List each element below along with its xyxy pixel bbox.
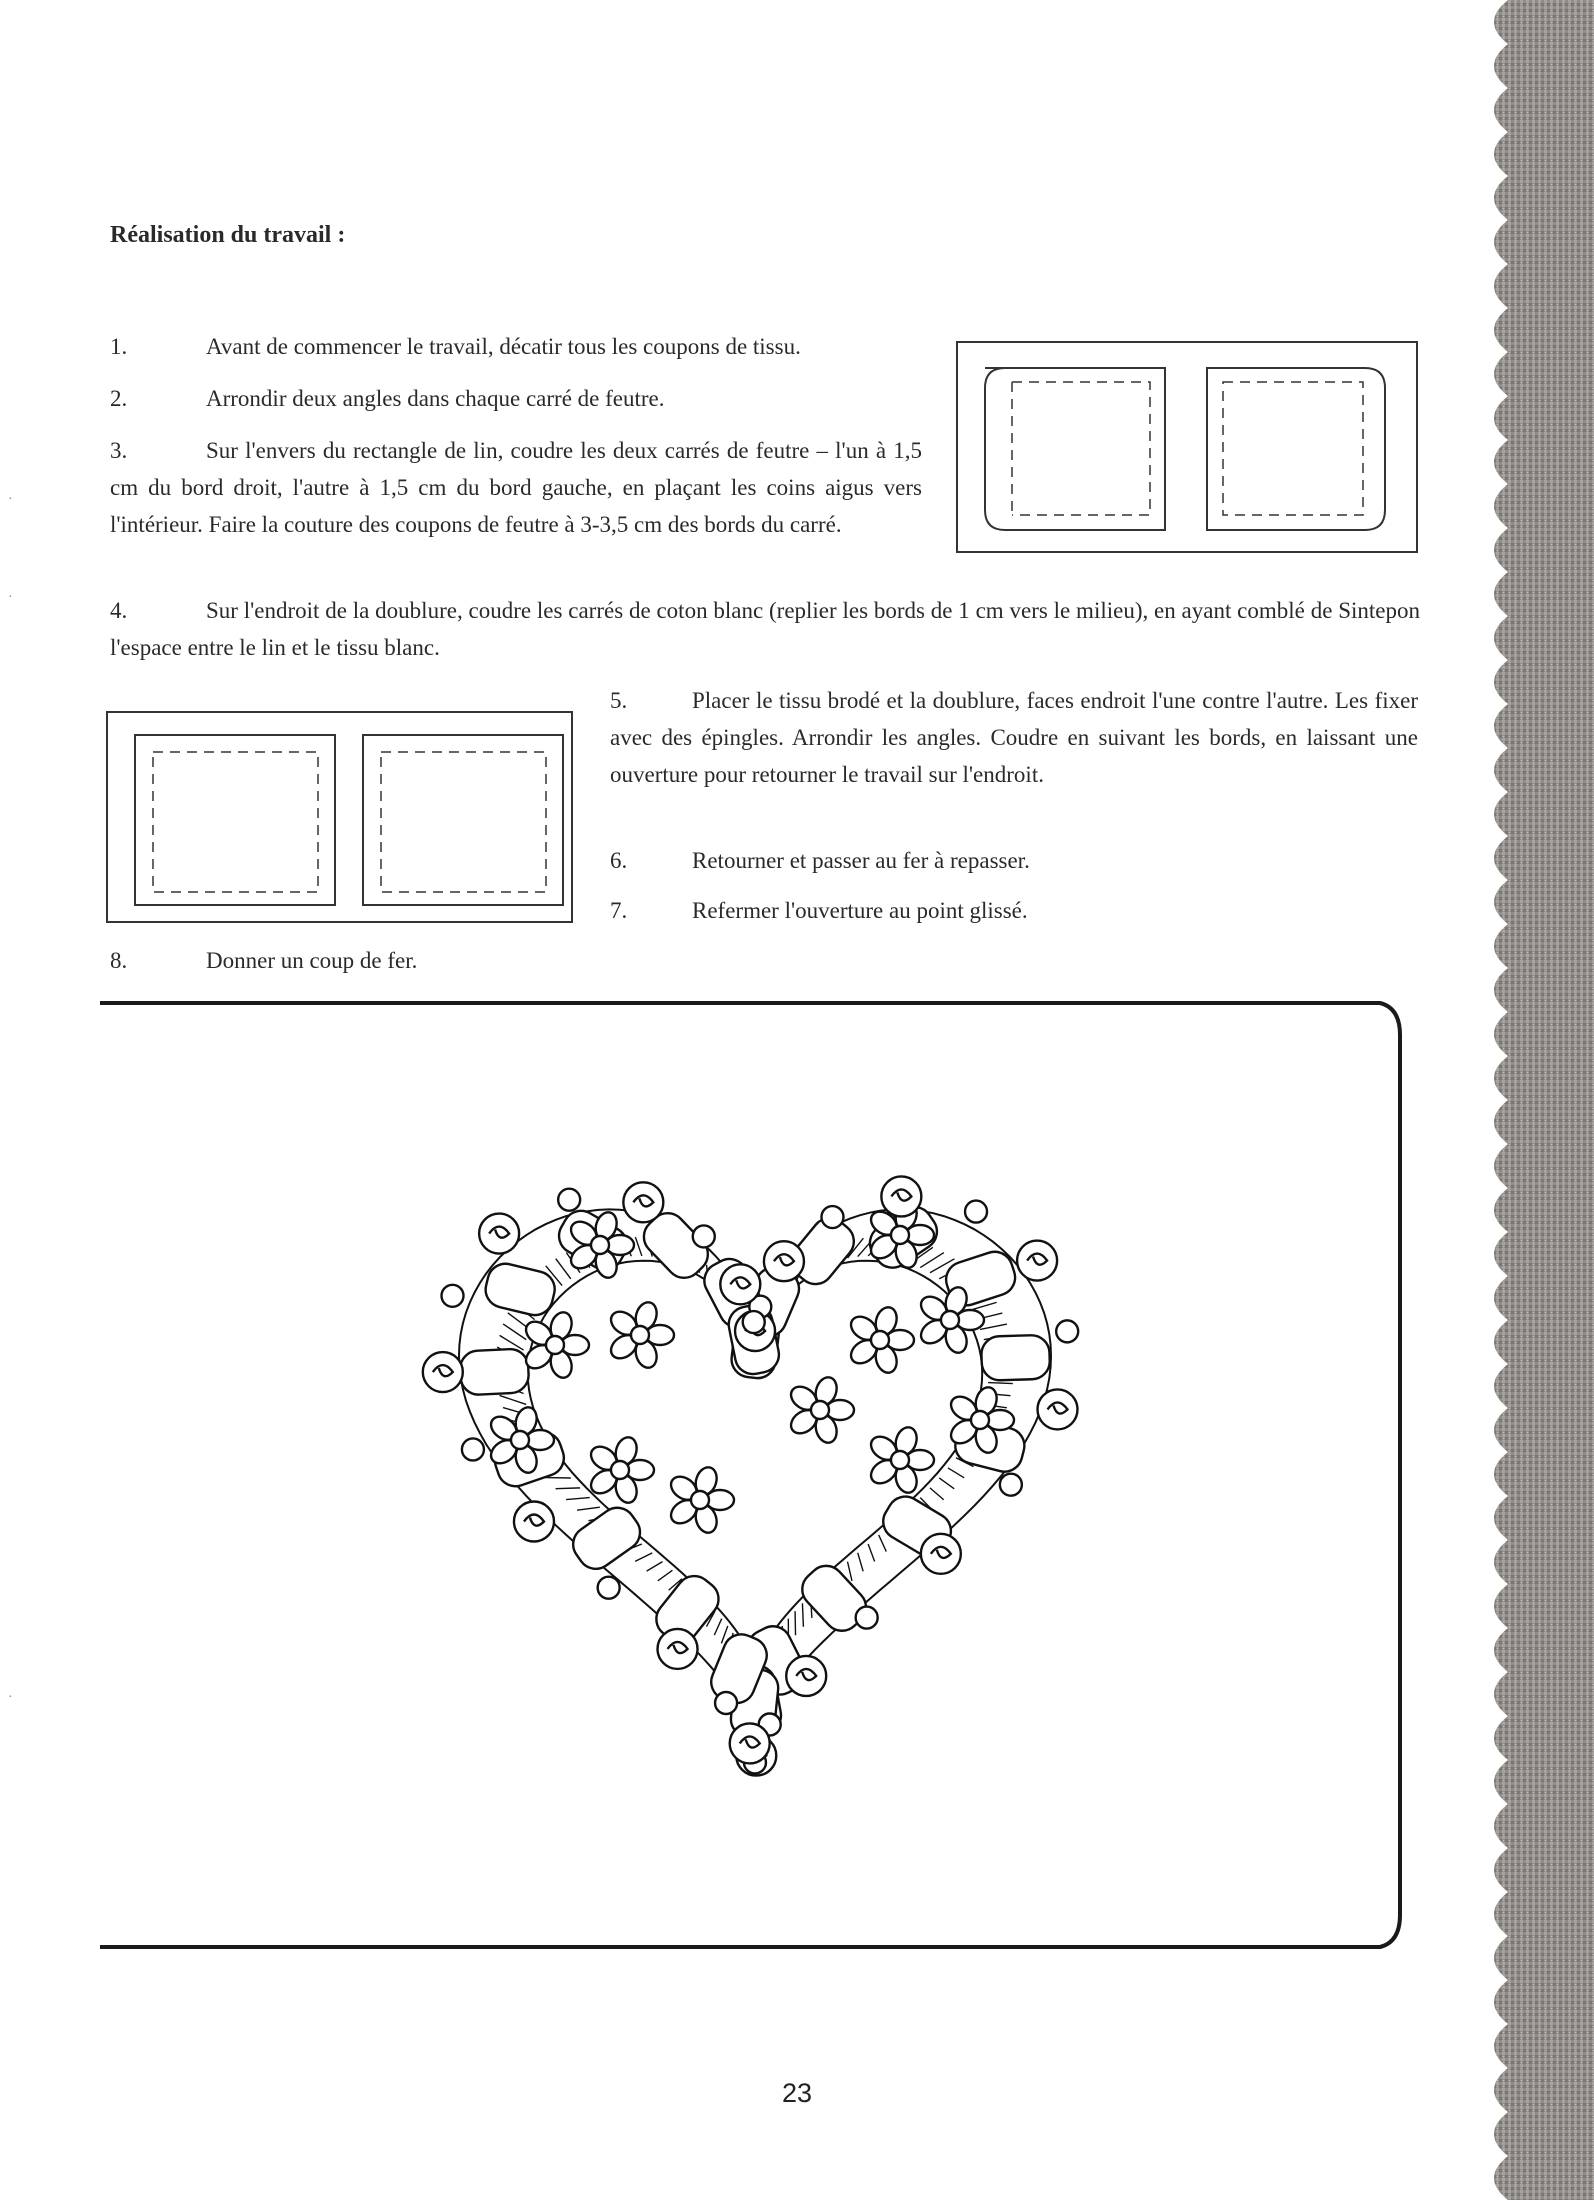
- step-number: 1.: [110, 334, 128, 359]
- step-number: 6.: [610, 848, 628, 873]
- step-5: [610, 682, 1418, 793]
- diagram-lining-squares: [105, 710, 575, 925]
- step-text: Retourner et passer au fer à repasser.: [692, 848, 1030, 873]
- step-number: 7.: [610, 898, 628, 923]
- step-4: [110, 592, 1420, 666]
- step-7: [610, 892, 1418, 929]
- page-number: 23: [781, 2078, 813, 2108]
- step-text: Sur l'envers du rectangle de lin, coudre les deux carrés de feutre – l'un à 1,5 cm du bord droit, l'autre à 1,5 cm du bord gauche, en plaçant les coins aigus vers l'intérieur. Faire la couture des coupons de feutre à 3-3,5 cm des bords du carré.: [110, 438, 922, 537]
- section-heading: Réalisation du travail :: [110, 222, 346, 248]
- step-3: [110, 432, 922, 543]
- margin-mark: ·: [8, 1690, 13, 1705]
- heart-wreath-pattern: [423, 1176, 1078, 1775]
- step-6: [610, 842, 1418, 879]
- embroidery-pattern-frame: [100, 990, 1410, 1960]
- step-text: Avant de commencer le travail, décatir tous les coupons de tissu.: [206, 334, 801, 359]
- step-number: 5.: [610, 688, 628, 713]
- step-2: [110, 380, 940, 417]
- step-number: 4.: [110, 598, 128, 623]
- step-1: [110, 328, 940, 365]
- margin-mark: ·: [8, 590, 13, 605]
- margin-mark: ·: [8, 492, 13, 507]
- step-8: [110, 942, 610, 979]
- diagram-felt-squares: [955, 340, 1420, 555]
- step-text: Arrondir deux angles dans chaque carré de feutre.: [206, 386, 665, 411]
- step-text: Placer le tissu brodé et la doublure, faces endroit l'une contre l'autre. Les fixer avec des épingles. Arrondir les angles. Coudre en suivant les bords, en laissant une ouverture pour retourner le travail sur l'endroit.: [610, 688, 1418, 787]
- fabric-edge-decoration: [1478, 0, 1594, 2200]
- step-text: Sur l'endroit de la doublure, coudre les carrés de coton blanc (replier les bords de 1 cm vers le milieu), en ayant comblé de Sintepon l'espace entre le lin et le tissu blanc.: [110, 598, 1420, 660]
- step-number: 3.: [110, 438, 128, 463]
- step-text: Donner un coup de fer.: [206, 948, 418, 973]
- step-number: 2.: [110, 386, 128, 411]
- step-number: 8.: [110, 948, 128, 973]
- step-text: Refermer l'ouverture au point glissé.: [692, 898, 1028, 923]
